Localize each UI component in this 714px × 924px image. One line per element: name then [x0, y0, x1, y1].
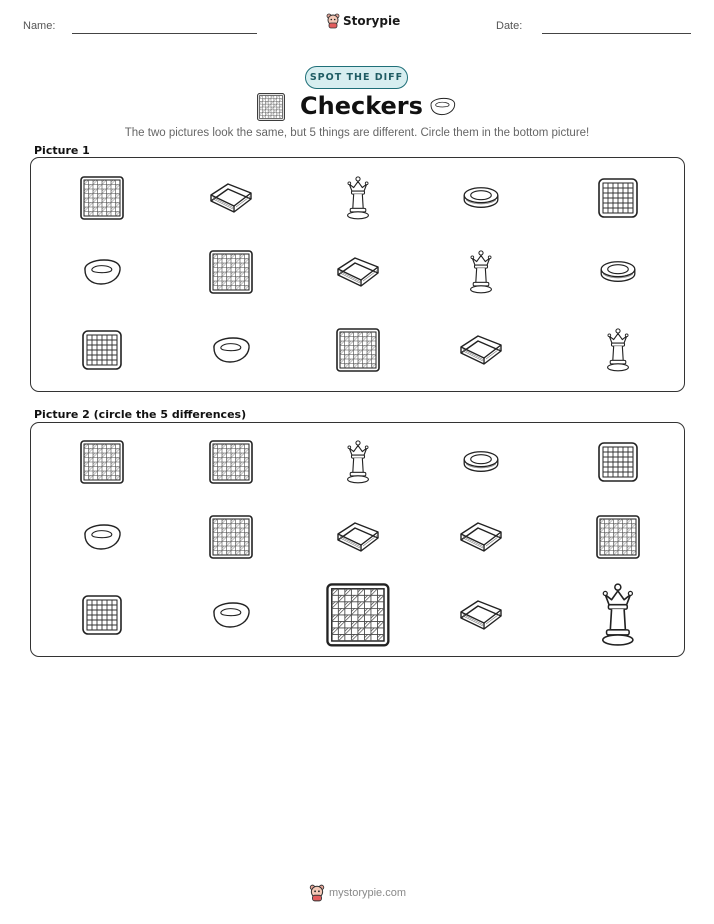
picture-1-r3c4-book-icon: [458, 333, 504, 367]
picture-1-r2c3-book-icon: [335, 255, 381, 289]
picture-1-r1c1-board-icon: [80, 176, 124, 220]
brand-name: Storypie: [343, 14, 401, 28]
picture-1-r1c3-queen-icon: [345, 174, 371, 222]
picture-2-r2c5-board-icon[interactable]: [596, 515, 640, 559]
instructions: The two pictures look the same, but 5 things are different. Circle them in the bottom picture!: [124, 127, 590, 139]
title-ring-icon: [429, 96, 456, 117]
picture-2-r3c2-ring-icon[interactable]: [211, 601, 251, 629]
picture-2-r1c5-grid-icon[interactable]: [598, 442, 638, 482]
picture-1-r3c5-queen-icon: [605, 326, 631, 374]
picture-2-r1c3-queen-icon[interactable]: [345, 438, 371, 486]
title-board-icon: [257, 93, 285, 121]
date-line[interactable]: [542, 33, 691, 34]
picture-2-label: Picture 2 (circle the 5 differences): [34, 408, 247, 421]
picture-2-r1c2-board-icon[interactable]: [209, 440, 253, 484]
name-label: Name:: [23, 20, 56, 32]
date-label: Date:: [496, 20, 523, 32]
footer: [309, 884, 406, 902]
picture-1-r1c4-checker-piece-icon: [461, 184, 501, 212]
picture-2-r3c4-book-icon[interactable]: [458, 598, 504, 632]
picture-1-r3c3-board-icon: [336, 328, 380, 372]
picture-1-r3c1-grid-icon: [82, 330, 122, 370]
picture-2-r2c3-book-icon[interactable]: [335, 520, 381, 554]
picture-1-r2c4-queen-icon: [468, 248, 494, 296]
picture-2-r1c4-checker-piece-icon[interactable]: [461, 448, 501, 476]
picture-1-r1c2-book-icon: [208, 181, 254, 215]
mascot-icon: [326, 13, 340, 29]
picture-1-label: Picture 1: [34, 144, 90, 157]
picture-2-r3c1-grid-icon[interactable]: [82, 595, 122, 635]
name-line[interactable]: [72, 33, 257, 34]
footer-url: mystorypie.com: [329, 887, 407, 899]
picture-1-r1c5-grid-icon: [598, 178, 638, 218]
picture-1-r2c2-board-icon: [209, 250, 253, 294]
picture-2-r2c4-book-icon[interactable]: [458, 520, 504, 554]
picture-2-r2c2-board-icon[interactable]: [209, 515, 253, 559]
page-title: Checkers: [300, 92, 423, 120]
picture-1-r3c2-ring-icon: [211, 336, 251, 364]
picture-2-r3c5-queen-icon[interactable]: [599, 580, 637, 650]
picture-1-r2c1-ring-icon: [82, 258, 122, 286]
footer-mascot-icon: [309, 884, 325, 902]
picture-2-r2c1-ring-icon[interactable]: [82, 523, 122, 551]
picture-2-r3c3-board-icon[interactable]: [326, 583, 390, 647]
brand-logo: [326, 13, 400, 29]
picture-2-r1c1-board-icon[interactable]: [80, 440, 124, 484]
spot-the-diff-badge: [305, 66, 408, 89]
picture-1-r2c5-checker-piece-icon: [598, 258, 638, 286]
badge-text: SPOT THE DIFF: [309, 72, 404, 83]
